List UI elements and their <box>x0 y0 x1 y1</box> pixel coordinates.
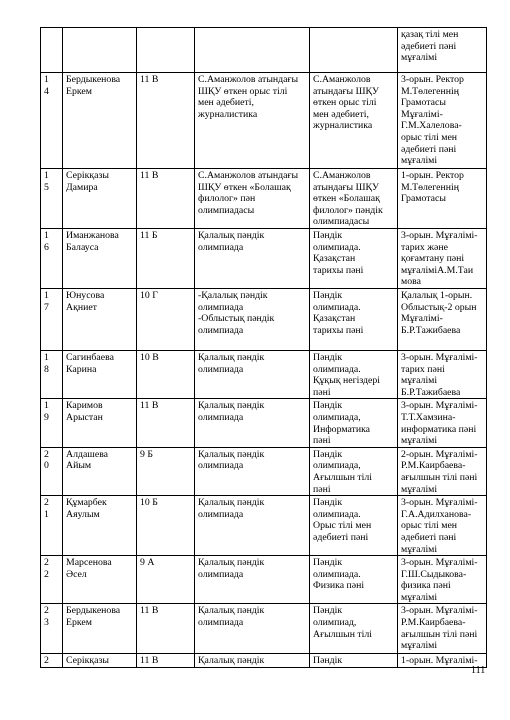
result-cell: 1-орын. Ректор М.Төлегеннің Грамотасы <box>398 169 487 229</box>
table-row <box>41 289 487 351</box>
table-row <box>41 556 487 604</box>
student-name-cell: Сагинбаева Карина <box>63 351 137 399</box>
class-cell: 9 А <box>137 556 195 604</box>
student-name-cell: Алдашева Айым <box>63 447 137 495</box>
page-number: 111 <box>471 665 486 676</box>
subject-cell: Пәндік олимпиада. Құқық негіздері пәні <box>310 351 398 399</box>
row-number-cell: 1 7 <box>41 289 63 351</box>
event-cell: Қалалық пәндік олимпиада <box>195 556 310 604</box>
subject-cell: Пәндік олимпиада. Физика пәні <box>310 556 398 604</box>
class-cell: 10 Г <box>137 289 195 351</box>
event-cell: Қалалық пәндік олимпиада <box>195 399 310 447</box>
class-cell: 11 В <box>137 399 195 447</box>
class-cell <box>137 28 195 73</box>
class-cell: 11 В <box>137 169 195 229</box>
class-cell: 11 В <box>137 73 195 169</box>
student-name-cell: Серікқазы <box>63 654 137 668</box>
event-cell: Қалалық пәндік олимпиада <box>195 351 310 399</box>
class-cell: 11 В <box>137 654 195 668</box>
row-number-cell: 1 5 <box>41 169 63 229</box>
event-cell: Қалалық пәндік олимпиада <box>195 447 310 495</box>
result-cell: 3-орын. Ректор М.Төлегеннің Грамотасы Мұғалімі- Г.М.Халелова- орыс тілі мен әдебиеті пәні мұғалімі <box>398 73 487 169</box>
student-name-cell: Юнусова Ақниет <box>63 289 137 351</box>
student-name-cell <box>63 28 137 73</box>
student-name-cell: Бердыкенова Еркем <box>63 73 137 169</box>
subject-cell: Пәндік <box>310 654 398 668</box>
row-number-cell: 2 1 <box>41 496 63 556</box>
student-name-cell: Бердыкенова Еркем <box>63 604 137 654</box>
event-cell: Қалалық пәндік олимпиада <box>195 496 310 556</box>
table-row <box>41 654 487 668</box>
row-number-cell: 2 2 <box>41 556 63 604</box>
row-number-cell: 2 0 <box>41 447 63 495</box>
row-number-cell: 1 8 <box>41 351 63 399</box>
table-row <box>41 73 487 169</box>
event-cell: Қалалық пәндік <box>195 654 310 668</box>
subject-cell: С.Аманжолов атындағы ШҚУ өткен орыс тілі мен әдебиеті, журналистика <box>310 73 398 169</box>
result-cell: 3-орын. Мұғалімі- Т.Т.Хамзина- информатика пәні мұғалімі <box>398 399 487 447</box>
row-number-cell: 2 3 <box>41 604 63 654</box>
table-row <box>41 399 487 447</box>
student-name-cell: Құмарбек Аяулым <box>63 496 137 556</box>
result-cell: 1-орын. Мұғалімі- <box>398 654 487 668</box>
row-number-cell: 1 6 <box>41 229 63 289</box>
class-cell: 11 В <box>137 604 195 654</box>
result-cell: қазақ тілі мен әдебиеті пәні мұғалімі <box>398 28 487 73</box>
subject-cell: Пәндік олимпиада. Орыс тілі мен әдебиеті пәні <box>310 496 398 556</box>
subject-cell: Пәндік олимпиада, Информатика пәні <box>310 399 398 447</box>
table-row <box>41 447 487 495</box>
subject-cell: Пәндік олимпиада. Қазақстан тарихы пәні <box>310 229 398 289</box>
class-cell: 9 Б <box>137 447 195 495</box>
event-cell: С.Аманжолов атындағы ШҚУ өткен «Болашақ филолог» пән олимпиадасы <box>195 169 310 229</box>
result-cell: 3-орын. Мұғалімі- тарих және қоғамтану пәні мұғаліміА.М.Таи мова <box>398 229 487 289</box>
event-cell: -Қалалық пәндік олимпиада -Облыстық пәндік олимпиада <box>195 289 310 351</box>
student-name-cell: Иманжанова Балауса <box>63 229 137 289</box>
result-cell: 3-орын. Мұғалімі- тарих пәні мұғалімі Б.Р.Тажибаева <box>398 351 487 399</box>
results-table <box>40 27 487 668</box>
student-name-cell: Каримов Арыстан <box>63 399 137 447</box>
row-number-cell: 1 9 <box>41 399 63 447</box>
table-row <box>41 229 487 289</box>
event-cell <box>195 28 310 73</box>
student-name-cell: Серікқазы Дамира <box>63 169 137 229</box>
event-cell: Қалалық пәндік олимпиада <box>195 229 310 289</box>
result-cell: 2-орын. Мұғалімі- Р.М.Каирбаева- ағылшын тілі пәні мұғалімі <box>398 447 487 495</box>
class-cell: 10 Б <box>137 496 195 556</box>
subject-cell: Пәндік олимпиада. Қазақстан тарихы пәні <box>310 289 398 351</box>
table-row <box>41 169 487 229</box>
row-number-cell: 1 4 <box>41 73 63 169</box>
table-row <box>41 604 487 654</box>
row-number-cell: 2 <box>41 654 63 668</box>
row-number-cell <box>41 28 63 73</box>
result-cell: 3-орын. Мұғалімі- Р.М.Каирбаева- ағылшын тілі пәні мұғалімі <box>398 604 487 654</box>
event-cell: Қалалық пәндік олимпиада <box>195 604 310 654</box>
result-cell: 3-орын. Мұғалімі- Г.А.Адилханова- орыс тілі мен әдебиеті пәні мұғалімі <box>398 496 487 556</box>
event-cell: С.Аманжолов атындағы ШҚУ өткен орыс тілі мен әдебиеті, журналистика <box>195 73 310 169</box>
subject-cell <box>310 28 398 73</box>
subject-cell: С.Аманжолов атындағы ШҚУ өткен «Болашақ филолог» пәндік олимпиадасы <box>310 169 398 229</box>
results-table-body <box>41 28 487 668</box>
table-row <box>41 351 487 399</box>
result-cell: Қалалық 1-орын. Облыстық-2 орын Мұғалімі- Б.Р.Тажибаева <box>398 289 487 351</box>
class-cell: 11 Б <box>137 229 195 289</box>
subject-cell: Пәндік олимпиада, Ағылшын тілі пәні <box>310 447 398 495</box>
class-cell: 10 В <box>137 351 195 399</box>
student-name-cell: Марсенова Әсел <box>63 556 137 604</box>
table-row <box>41 496 487 556</box>
result-cell: 3-орын. Мұғалімі- Г.Ш.Сыдыкова- физика пәні мұғалімі <box>398 556 487 604</box>
table-row <box>41 28 487 73</box>
subject-cell: Пәндік олимпиад, Ағылшын тілі <box>310 604 398 654</box>
